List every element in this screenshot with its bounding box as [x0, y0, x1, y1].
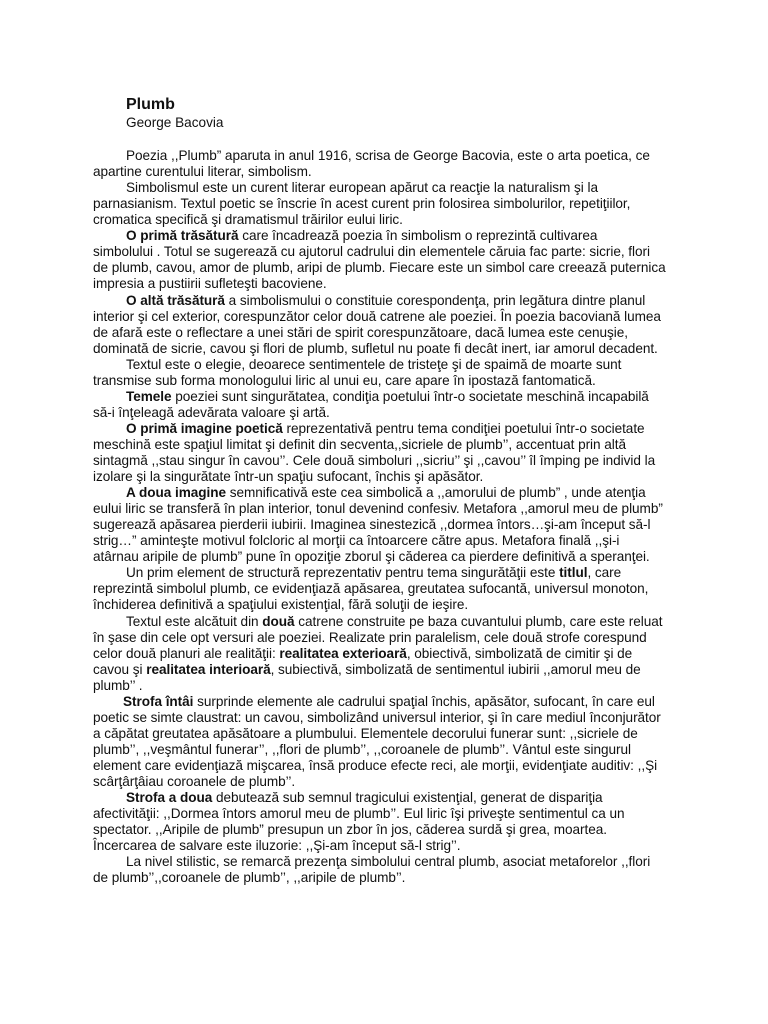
- text-run: atârnau aripile de plumb” pune în opoziţie zborul şi căderea ca pierdere definitivă a speranţei.: [93, 549, 650, 565]
- body-line: [93, 469, 483, 485]
- body-line: [126, 389, 649, 405]
- body-line: [93, 244, 650, 260]
- text-run: poeziei sunt singurătatea, condiţia poetului într-o societate meschină incapabilă: [171, 388, 649, 404]
- body-line: [123, 694, 655, 710]
- body-line: [93, 870, 405, 886]
- body-line: [126, 180, 598, 196]
- text-run: strig…” aminteşte motivul folcloric al morţii ca întoarcere către apus. Metafora finală ,,şi-i: [93, 533, 620, 549]
- text-run: Simbolismul este un curent literar european apărut ca reacţie la naturalism şi la: [126, 180, 598, 196]
- bold-phrase: A doua imagine: [126, 485, 227, 501]
- body-line: [93, 597, 468, 613]
- text-run: a simbolismului o constituie corespondenţa, prin legătura dintre planul: [224, 292, 646, 308]
- body-line: [93, 758, 657, 774]
- body-line: [93, 260, 666, 276]
- body-line: [93, 774, 295, 790]
- body-line: [93, 164, 312, 180]
- body-line: [93, 437, 626, 453]
- text-run: Poezia ,,Plumb” aparuta in anul 1916, scrisa de George Bacovia, este o arta poetica, ce: [126, 148, 650, 163]
- body-line: [126, 293, 645, 309]
- text-run: transmise sub forma monologului liric al unui eu, care apare în ipostază fantomatică.: [93, 372, 596, 388]
- document-title: Plumb: [126, 96, 175, 113]
- body-line: [93, 405, 330, 421]
- text-run: , subiectivă, simbolizată de sentimentul iubirii ,,amorul meu de: [270, 661, 641, 677]
- body-line: [93, 726, 638, 742]
- text-run: dominată de sicrie, cavou şi flori de plumb, sufletul nu poate fi decât inert, iar amorul decadent.: [93, 340, 658, 356]
- text-run: Textul este o elegie, deoarece sentimentele de tristeţe şi de spaimă de moarte sunt: [126, 356, 622, 372]
- body-line: [93, 822, 607, 838]
- text-run: plumb’’, ,,veşmântul funerar’’, ,,flori de plumb’’, ,,coroanele de plumb’’. Vântul este singurul: [93, 741, 631, 757]
- text-run: de plumb’’,,coroanele de plumb’’, ,,aripile de plumb’’.: [93, 870, 406, 886]
- body-line: [93, 742, 631, 758]
- body-line: [93, 630, 647, 646]
- body-line: [93, 501, 663, 517]
- text-run: Textul este alcătuit din: [126, 613, 263, 629]
- body-line: [93, 276, 327, 292]
- bold-phrase: realitatea interioară: [146, 661, 271, 677]
- bold-phrase: realitatea exterioară: [279, 645, 407, 661]
- bold-phrase: O primă trăsătură: [126, 228, 239, 244]
- body-line: [93, 549, 650, 565]
- bold-phrase: Temele: [126, 388, 172, 404]
- text-run: afectivităţii: ,,Dormea întors amorul meu de plumb’’. Eul liric îşi priveşte sentimentul ca un: [93, 806, 625, 821]
- text-run: scârţârţâiau coroanele de plumb’’.: [93, 773, 296, 789]
- text-run: să-i înţeleagă adevărata valoare şi artă.: [93, 404, 330, 420]
- text-run: semnificativă este cea simbolică a ,,amorului de plumb” , unde atenţia: [226, 485, 646, 501]
- body-line: [93, 212, 403, 228]
- body-line: [126, 614, 662, 630]
- text-run: în şase din cele opt versuri ale poeziei. Realizate prin paralelism, cele două strofe corespund: [93, 629, 647, 645]
- body-line: [93, 678, 142, 694]
- text-run: de plumb, cavou, amor de plumb, aripi de plumb. Fiecare este un simbol care creează puternica: [93, 260, 666, 276]
- body-line: [93, 517, 651, 533]
- text-run: sugerează apăsarea pierderii iubirii. Imaginea sinestezică ,,dormea întors…şi-am început să-l: [93, 517, 651, 533]
- body-line: [126, 790, 603, 806]
- text-run: sintagmă ,,stau singur în cavou’’. Cele două simboluri ,,sicriu’’ şi ,,cavou’’ îl împing pe individ la: [93, 453, 656, 468]
- text-run: izolare şi la singurătate într-un spaţiu sufocant, închis şi apăsător.: [93, 469, 484, 484]
- text-run: a căpătat greutatea apăsătoare a plumbului. Elementele decorului funerar sunt: ,,sicriele de: [93, 725, 638, 741]
- body-line: [93, 646, 632, 662]
- text-run: eului liric se transferă în plan interior, tonul devenind confesiv. Metafora ,,amorul meu de plumb”: [93, 501, 663, 517]
- bold-phrase: Strofa întâi: [123, 693, 194, 709]
- text-run: reprezintă simbolul plumb, ce evidenţiază apăsarea, greutatea sufocantă, universul monoton,: [93, 581, 649, 597]
- text-run: celor două planuri ale realităţii:: [93, 645, 280, 661]
- text-run: care încadrează poezia în simbolism o reprezintă cultivarea: [238, 228, 598, 244]
- body-line: [93, 533, 619, 549]
- text-run: , obiectivă, simbolizată de cimitir şi de: [406, 645, 633, 661]
- document-author: George Bacovia: [126, 115, 224, 130]
- bold-phrase: Strofa a doua: [126, 790, 213, 805]
- text-run: apartine curentului literar, simbolism.: [93, 164, 312, 179]
- text-run: interior şi cel exterior, corespunzător celor două catrene ale poeziei. În poezia bacoviană lumea: [93, 308, 661, 324]
- text-run: element care evidenţiază mişcarea, însă produce efecte reci, ale morţii, evidenţiate auditiv: ,,Şi: [93, 757, 658, 773]
- text-run: parnasianism. Textul poetic se înscrie în acest curent prin folosirea simbolurilor, repetiţiilor,: [93, 196, 631, 212]
- bold-phrase: O primă imagine poetică: [126, 420, 283, 436]
- text-run: poetic se simte claustrat: un cavou, simbolizând universul interior, şi în care mediul înconjurător: [93, 709, 661, 725]
- body-line: [126, 421, 645, 437]
- body-line: [93, 341, 658, 357]
- body-line: [93, 309, 661, 325]
- text-run: , care: [587, 565, 622, 581]
- text-run: catrene construite pe baza cuvantului plumb, care este reluat: [294, 613, 663, 629]
- body-line: [126, 485, 646, 501]
- body-line: [126, 854, 650, 870]
- text-run: debutează sub semnul tragicului existenţial, generat de dispariţia: [212, 790, 603, 805]
- bold-phrase: O altă trăsătură: [126, 292, 225, 308]
- body-line: [93, 196, 630, 212]
- body-line: [93, 453, 655, 469]
- text-run: de afară este o reflectare a unei stări de spirit corespunzătoare, dacă lumea este cenuşie,: [93, 324, 628, 340]
- body-line: [93, 662, 641, 678]
- body-line: [93, 581, 648, 597]
- text-run: cromatica specifică şi dramatismul trăirilor eului liric.: [93, 212, 403, 228]
- body-line: [93, 710, 661, 726]
- text-run: simbolului . Totul se sugerează cu ajutorul cadrului din elementele căruia fac parte: sicrie, flori: [93, 244, 650, 260]
- body-line: [93, 838, 460, 854]
- text-run: cavou şi: [93, 661, 147, 677]
- text-run: spectator. ,,Aripile de plumb” presupun un zbor în jos, căderea surdă şi grea, moartea.: [93, 822, 608, 838]
- body-line: [126, 565, 621, 581]
- text-run: plumb’’ .: [93, 677, 143, 693]
- body-line: [93, 806, 624, 822]
- body-line: [93, 373, 596, 389]
- bold-phrase: două: [262, 613, 295, 629]
- body-line: [126, 228, 597, 244]
- bold-phrase: titlul: [559, 565, 588, 581]
- text-run: La nivel stilistic, se remarcă prezenţa simbolului central plumb, asociat metaforelor ,,flori: [126, 854, 651, 870]
- text-run: impresia a pustiirii sufleteşti bacoviene.: [93, 276, 327, 292]
- text-run: meschină este spaţiul limitat şi definit din secventa,,sicriele de plumb’’, accentuat prin altă: [93, 436, 626, 452]
- text-run: reprezentativă pentru tema condiţiei poetului într-o societate: [282, 420, 645, 436]
- text-run: închiderea definitivă a spaţiului existenţial, fără soluţii de ieşire.: [93, 597, 469, 613]
- text-run: surprinde elemente ale cadrului spaţial închis, apăsător, sufocant, în care eul: [193, 693, 655, 709]
- body-line: [126, 357, 621, 373]
- text-run: Un prim element de structură reprezentativ pentru tema singurătăţii este: [126, 565, 560, 581]
- body-line: [93, 325, 628, 341]
- text-run: Încercarea de salvare este iluzorie: ,,Şi-am început să-l strig’’.: [93, 838, 461, 854]
- body-line: [126, 148, 650, 164]
